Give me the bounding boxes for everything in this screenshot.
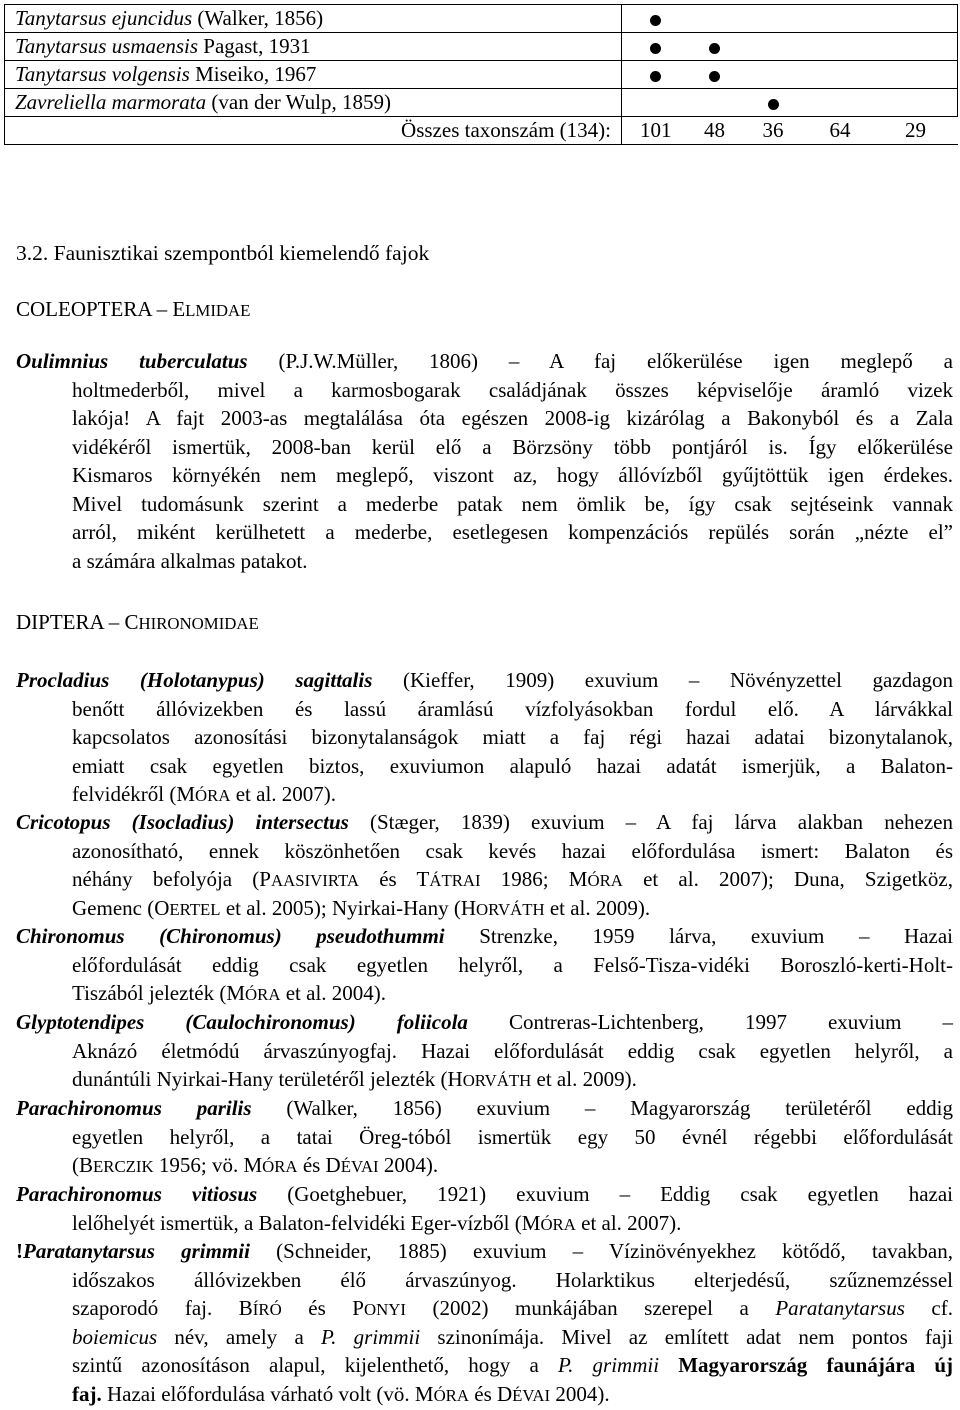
species-entry-cricotopus: [16, 808, 953, 922]
occurrence-cell: [874, 33, 958, 61]
taxon-author: (Walker, 1856): [197, 6, 324, 30]
occurrence-cell: [622, 33, 690, 61]
taxon-author: Pagast, 1931: [203, 34, 311, 58]
total-value: 29: [874, 117, 958, 145]
coleoptera-heading: COLEOPTERA – ELMIDAE: [16, 297, 251, 321]
occurrence-cell: [690, 61, 740, 89]
taxon-species: marmorata: [111, 90, 207, 114]
species-entry-paratanytarsus: [16, 1237, 953, 1408]
entry-line: szintű azonosításon alapul, kijelenthető, hogy a P. grimmii Magyarország faunájára új: [72, 1353, 954, 1377]
entry-line: faj. Hazai előfordulása várható volt (vö. MÓRA és DÉVAI 2004).: [72, 1381, 610, 1406]
entry-line: dunántúli Nyirkai-Hany területéről jelezték (HORVÁTH et al. 2009).: [72, 1067, 637, 1091]
occurrence-cell: [874, 61, 958, 89]
species-entry-oulimnius: [16, 347, 953, 575]
occurrence-cell: [807, 61, 874, 89]
entry-line: előfordulását eddig csak egyetlen helyről, a Felső-Tisza-vidéki Boroszló-kerti-Holt-: [72, 952, 953, 977]
occurrence-cell: [740, 89, 807, 117]
total-value: 101: [622, 117, 690, 145]
occurrence-dot-icon: [650, 71, 661, 82]
taxon-row: [5, 89, 958, 117]
occurrence-cell: [740, 33, 807, 61]
section-heading: 3.2. Faunisztikai szempontból kiemelendő fajok: [16, 241, 430, 265]
species-entry-procladius: [16, 666, 953, 809]
occurrence-cell: [690, 5, 740, 33]
entry-line: néhány befolyója (PAASIVIRTA és TÁTRAI 1986; MÓRA et al. 2007); Duna, Szigetköz,: [72, 867, 953, 891]
taxon-binomial: Tanytarsus: [15, 62, 107, 86]
entry-line: Parachironomus vitiosus (Goetghebuer, 1921) exuvium – Eddig csak egyetlen hazai: [16, 1182, 953, 1206]
total-value: 48: [690, 117, 740, 145]
taxon-name: [5, 5, 622, 33]
occurrence-dot-icon: [709, 71, 720, 82]
taxon-species: usmaensis: [111, 34, 199, 58]
occurrence-dot-icon: [709, 43, 720, 54]
entry-line: Cricotopus (Isocladius) intersectus (Stæger, 1839) exuvium – A faj lárva alakban nehezen: [16, 810, 953, 834]
occurrence-dot-icon: [768, 99, 779, 110]
entry-line: lakója! A fajt 2003-as megtalálása óta egészen 2008-ig kizárólag a Bakonyból és a Zala: [72, 406, 953, 430]
totals-label: Összes taxonszám (134):: [5, 117, 622, 145]
occurrence-cell: [740, 61, 807, 89]
entry-line: időszakos állóvizekben élő árvaszúnyog. Holarktikus elterjedésű, szűznemzéssel: [72, 1267, 953, 1292]
species-entry-parachironomus-vitiosus: [16, 1180, 953, 1237]
taxon-name: [5, 33, 622, 61]
taxon-name: [5, 89, 622, 117]
occurrence-cell: [807, 33, 874, 61]
diptera-heading: DIPTERA – CHIRONOMIDAE: [16, 610, 259, 634]
taxon-table: [4, 4, 958, 145]
entry-line: holtmederből, mivel a karmosbogarak családjának összes képviselője áramló vizek: [72, 377, 953, 402]
occurrence-cell: [622, 5, 690, 33]
total-value: 36: [740, 117, 807, 145]
entry-line: Kismaros környékén nem meglepő, viszont az, hogy állóvízből gyűjtöttük igen érdekes.: [72, 463, 953, 487]
taxon-row: [5, 61, 958, 89]
taxon-author: Miseiko, 1967: [195, 62, 317, 86]
entry-line: Gemenc (OERTEL et al. 2005); Nyirkai-Hany (HORVÁTH et al. 2009).: [72, 895, 651, 920]
entry-line: Mivel tudomásunk szerint a mederbe patak nem ömlik be, így csak sejtéseink vannak: [72, 491, 953, 516]
occurrence-cell: [690, 33, 740, 61]
taxon-species: ejuncidus: [111, 6, 193, 30]
taxon-author: (van der Wulp, 1859): [211, 90, 391, 114]
entry-line: Tiszából jelezték (MÓRA et al. 2004).: [72, 981, 387, 1005]
occurrence-dot-icon: [650, 43, 661, 54]
totals-row: [5, 117, 958, 145]
species-entry-glyptotendipes: [16, 1008, 953, 1094]
taxon-binomial: Tanytarsus: [15, 6, 107, 30]
entry-line: benőtt állóvizekben és lassú áramlású vízfolyásokban fordul elő. A lárvákkal: [72, 696, 953, 721]
entry-line: kapcsolatos azonosítási bizonytalanságok miatt a faj régi hazai adatai bizonytalanok,: [72, 725, 953, 749]
entry-line: felvidékről (MÓRA et al. 2007).: [72, 782, 337, 806]
occurrence-cell: [874, 89, 958, 117]
occurrence-cell: [622, 61, 690, 89]
taxon-species: volgensis: [111, 62, 190, 86]
entry-line: arról, miként kerülhetett a mederbe, esetlegesen kompenzációs repülés során „nézte el”: [72, 520, 953, 544]
occurrence-cell: [807, 5, 874, 33]
total-value: 64: [807, 117, 874, 145]
entry-line: szaporodó faj. BÍRÓ és PONYI (2002) munkájában szerepel a Paratanytarsus cf.: [72, 1296, 953, 1320]
taxon-name: [5, 61, 622, 89]
entry-line: lelőhelyét ismertük, a Balaton-felvidéki Eger-vízből (MÓRA et al. 2007).: [72, 1210, 682, 1235]
occurrence-cell: [690, 89, 740, 117]
entry-line: emiatt csak egyetlen biztos, exuviumon alapuló hazai adatát ismerjük, a Balaton-: [72, 753, 953, 778]
entry-line: (BERCZIK 1956; vö. MÓRA és DÉVAI 2004).: [72, 1153, 439, 1177]
entry-line: !Paratanytarsus grimmii (Schneider, 1885) exuvium – Vízinövényekhez kötődő, tavakban,: [16, 1239, 953, 1263]
entry-line: vidékéről ismertük, 2008-ban kerül elő a Börzsöny több pontjáról is. Így előkerülése: [72, 434, 953, 459]
species-entry-parachironomus-parilis: [16, 1094, 953, 1180]
entry-line: Chironomus (Chironomus) pseudothummi Strenzke, 1959 lárva, exuvium – Hazai: [16, 924, 953, 948]
entry-line: Parachironomus parilis (Walker, 1856) exuvium – Magyarország területéről eddig: [16, 1096, 953, 1120]
entry-line: boiemicus név, amely a P. grimmii szinonímája. Mivel az említett adat nem pontos faji: [72, 1324, 953, 1349]
occurrence-dot-icon: [650, 15, 661, 26]
occurrence-cell: [807, 89, 874, 117]
species-entry-chironomus: [16, 922, 953, 1008]
occurrence-cell: [622, 89, 690, 117]
taxon-row: [5, 5, 958, 33]
entry-line: Glyptotendipes (Caulochironomus) foliicola Contreras-Lichtenberg, 1997 exuvium –: [16, 1010, 953, 1034]
taxon-row: [5, 33, 958, 61]
taxon-binomial: Zavreliella: [15, 90, 107, 114]
entry-line: a számára alkalmas patakot.: [72, 548, 308, 573]
entry-line: egyetlen helyről, a tatai Öreg-tóból ismertük egy 50 évnél régebbi előfordulását: [72, 1124, 953, 1149]
occurrence-cell: [874, 5, 958, 33]
entry-line: Procladius (Holotanypus) sagittalis (Kieffer, 1909) exuvium – Növényzettel gazdagon: [16, 668, 953, 692]
entry-line: Oulimnius tuberculatus (P.J.W.Müller, 1806) – A faj előkerülése igen meglepő a: [16, 349, 953, 373]
occurrence-cell: [740, 5, 807, 33]
entry-line: Aknázó életmódú árvaszúnyogfaj. Hazai előfordulását eddig csak egyetlen helyről, a: [72, 1038, 953, 1063]
entry-line: azonosítható, ennek köszönhetően csak kevés hazai előfordulása ismert: Balaton és: [72, 838, 953, 863]
taxon-binomial: Tanytarsus: [15, 34, 107, 58]
